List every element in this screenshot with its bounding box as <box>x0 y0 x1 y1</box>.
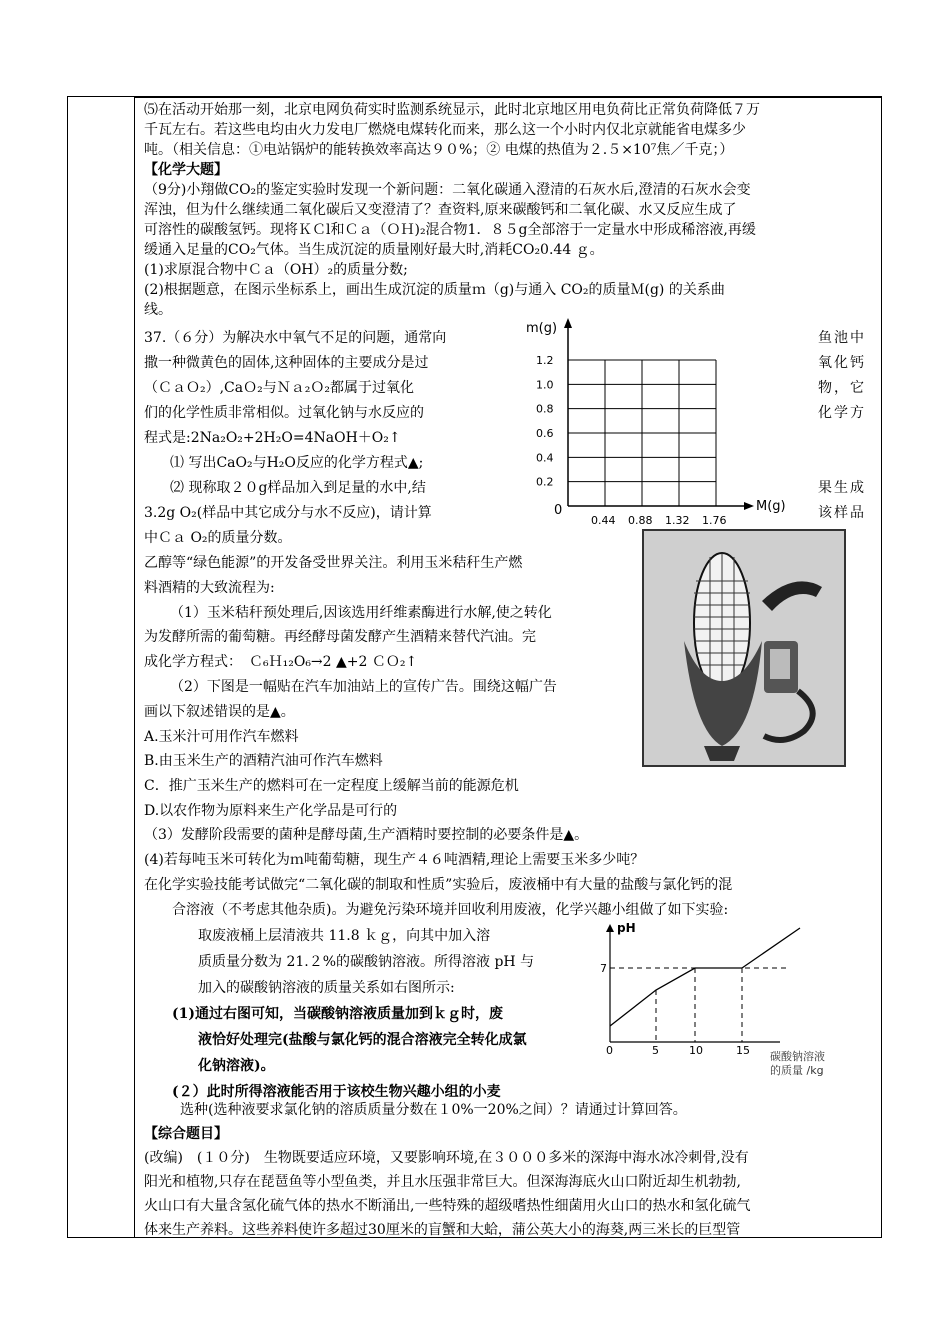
q37-right-word: 氧化钙 <box>818 355 866 371</box>
y-tick-label: 0.2 <box>536 475 554 489</box>
q37-sub2-line: ⑵ 现称取２０g样品加入到足量的水中,结 <box>170 480 426 496</box>
chem-line: 缓通入足量的CO₂气体。当生成沉淀的质量刚好最大时,消耗CO₂0.44 ｇ。 <box>144 242 604 258</box>
ph-x-label-1: 碳酸钠溶液 <box>770 1050 825 1063</box>
ethanol-line: （3）发酵阶段需要的菌种是酵母菌,生产酒精时要控制的必要条件是▲。 <box>144 827 589 843</box>
ph-x-label-2: 的质量 /kg <box>770 1064 824 1077</box>
x-tick-label: 1.32 <box>665 514 690 527</box>
ethanol-line: (4)若每吨玉米可转化为ｍ吨葡萄糖，现生产４６吨酒精,理论上需要玉米多少吨？ <box>144 852 645 868</box>
q37-line: 们的化学性质非常相似。过氧化钠与水反应的 <box>144 405 424 421</box>
waste-line: 化钠溶液)。 <box>198 1058 275 1074</box>
corn-fuel-ad-image <box>642 529 846 767</box>
precipitate-graph <box>520 314 786 527</box>
q37-line: 撒一种微黄色的固体,这种固体的主要成分是过 <box>144 355 429 371</box>
y-tick-label: 1.0 <box>536 378 554 392</box>
ethanol-line: 成化学方程式： Ｃ₆Ｈ₁₂O₆→2 ▲+2 ＣＯ₂↑ <box>144 654 418 671</box>
waste-block <box>172 923 602 1105</box>
q37-left <box>144 326 514 551</box>
ph-x-tick: 10 <box>689 1044 703 1057</box>
chem-line: （9分)小翔做CO₂的鉴定实验时发现一个新问题：二氧化碳通入澄清的石灰水后,澄清的石灰水会变 <box>144 182 751 198</box>
ph-x-tick: 0 <box>606 1044 613 1057</box>
comp-line: (改编) (１０分) 生物既要适应环境，又要影响环境,在３０００多米的深海中海水冰冷刺骨,没有 <box>144 1150 749 1166</box>
ethanol-block-2 <box>144 823 874 923</box>
waste-block-2 <box>144 1098 874 1242</box>
q37-line: 37.（６分）为解决水中氧气不足的问题，通常向 <box>144 330 447 346</box>
waste-line: 液恰好处理完(盐酸与氯化钙的混合溶液完全转化成氯 <box>198 1032 527 1048</box>
comp-heading: 【综合题目】 <box>144 1126 228 1142</box>
ethanol-line: （2）下图是一幅贴在汽车加油站上的宣传广告。围绕这幅广告 <box>170 678 557 695</box>
q37-line: （ＣａＯ₂）,CaＯ₂与Ｎａ₂Ｏ₂都属于过氧化 <box>144 380 414 396</box>
ph-x-tick: 15 <box>736 1044 750 1057</box>
row-top-border <box>134 97 881 98</box>
origin-label: 0 <box>554 503 563 518</box>
q37-right-word: 果生成 <box>818 480 866 496</box>
waste-line: (1)通过右图可知，当碳酸钠溶液质量加到ｋｇ时，废 <box>172 1006 503 1022</box>
ethanol-option: A.玉米汁可用作汽车燃料 <box>144 728 299 745</box>
q37-right <box>818 326 878 426</box>
y-tick-label: 0.8 <box>536 402 554 416</box>
ph-graph <box>600 918 850 1088</box>
q37-sub1: ⑴ 写出CaO₂与H₂O反应的化学方程式▲; <box>170 455 424 471</box>
q37-sub2-line: 3.2g O₂(样品中其它成分与水不反应)，请计算 <box>144 505 432 521</box>
comp-line: 火山口有大量含氢化硫气体的热水不断涌出,一些特殊的超级嗜热性细菌用火山口的热水和氢化硫气 <box>144 1198 751 1214</box>
ph-y-label: pH <box>617 921 636 935</box>
waste-line: 在化学实验技能考试做完“二氧化碳的制取和性质”实验后，废液桶中有大量的盐酸与氯化钙的混 <box>144 877 733 893</box>
ethanol-option: B.由玉米生产的酒精汽油可作汽车燃料 <box>144 753 383 770</box>
ph-curve <box>610 928 800 1026</box>
q5-line: ⑸在活动开始那一刻，北京电网负荷实时监测系统显示，此时北京地区用电负荷比正常负荷降低７万 <box>144 102 760 118</box>
ph-x-tick: 5 <box>652 1044 659 1057</box>
y-axis-arrow <box>564 318 572 328</box>
q5-block <box>144 100 874 320</box>
x-axis-label: M(g) <box>756 499 786 514</box>
q37-right-word: 鱼池中 <box>818 330 866 346</box>
q37-line: 程式是:2Na₂O₂+2H₂O=4NaOH＋O₂↑ <box>144 430 401 446</box>
chem-line: (1)求原混合物中Ｃａ（OH）₂的质量分数; <box>144 262 408 278</box>
chem-line: 浑浊，但为什么继续通二氧化碳后又变澄清了？查资料,原来碳酸钙和二氧化碳、水又反应生成了 <box>144 202 737 218</box>
ethanol-line: 料酒精的大致流程为: <box>144 579 275 596</box>
chem-heading: 【化学大题】 <box>144 162 228 178</box>
q37-right-word: 物，它 <box>818 380 866 396</box>
ph-y-axis-arrow <box>606 924 614 932</box>
ethanol-line: 乙醇等“绿色能源”的开发备受世界关注。利用玉米秸秆生产燃 <box>144 555 523 571</box>
ethanol-option: C．推广玉米生产的燃料可在一定程度上缓解当前的能源危机 <box>144 778 519 795</box>
x-tick-label: 0.44 <box>591 514 616 527</box>
x-tick-label: 0.88 <box>628 514 653 527</box>
y-tick-label: 0.4 <box>536 451 554 465</box>
chem-line: 线。 <box>144 302 172 318</box>
q5-line: 吨。（相关信息：①电站锅炉的能转换效率高达９０%；② 电煤的热值为２.５×10⁷焦／千克；） <box>144 142 734 158</box>
x-axis-arrow <box>744 502 754 510</box>
comp-line: 体来生产养料。这些养料使许多超过30厘米的盲蟹和大蛤，蒲公英大小的海葵,两三米长的巨型管 <box>144 1222 741 1238</box>
ethanol-option: D.以农作物为原料来生产化学品是可行的 <box>144 802 398 819</box>
waste-line: 取废液桶上层清液共 11.8 ｋｇ，向其中加入溶 <box>198 928 491 944</box>
x-tick-label: 1.76 <box>702 514 727 527</box>
ethanol-line: 画以下叙述错误的是▲。 <box>144 703 295 720</box>
q37-sub2-line: 中Ｃａ O₂的质量分数。 <box>144 530 292 546</box>
y-axis-label: m(g) <box>526 321 558 336</box>
ethanol-block <box>144 551 634 824</box>
y-tick-label: 1.2 <box>536 354 554 367</box>
chem-line: (2)根据题意，在图示坐标系上，画出生成沉淀的质量ｍ（g)与通入 CO₂的质量Ｍ(g) 的关系曲 <box>144 282 725 298</box>
waste-line: 合溶液（不考虑其他杂质)。为避免污染环境并回收利用废液，化学兴趣小组做了如下实验: <box>172 902 729 918</box>
q37-right-word: 化学方 <box>818 405 866 421</box>
chem-line: 可溶性的碳酸氢钙。现将ＫＣl和Ｃａ（ＯＨ)₂混合物1．８５g全部溶于一定量水中形成稀溶液,再缓 <box>144 222 756 238</box>
q37-right-word: 该样品 <box>818 505 866 521</box>
graph-grid <box>568 360 716 506</box>
q37-right-2 <box>818 476 878 526</box>
comp-line: 阳光和植物,只存在琵琶鱼等小型鱼类，并且水压强非常巨大。但深海海底火山口附近却生机勃勃, <box>144 1174 741 1190</box>
waste-line: 选种(选种液要求氯化钠的溶质质量分数在１0%一20%之间）？请通过计算回答。 <box>180 1102 687 1118</box>
q5-line: 千瓦左右。若这些电均由火力发电厂燃烧电煤转化而来，那么这一个小时内仅北京就能省电煤多少 <box>144 122 746 138</box>
ph-y-tick-7: 7 <box>600 962 607 975</box>
corn-pump-icon <box>644 531 844 765</box>
waste-line: 质质量分数为 21.２%的碳酸钠溶液。所得溶液 pH 与 <box>198 954 535 970</box>
waste-line: (２）此时所得溶液能否用于该校生物兴趣小组的小麦 <box>172 1084 501 1100</box>
waste-line: 加入的碳酸钠溶液的质量关系如右图所示: <box>198 980 455 996</box>
ethanol-line: 为发酵所需的葡萄糖。再经酵母菌发酵产生酒精来替代汽油。完 <box>144 629 536 646</box>
column-divider <box>134 97 135 1237</box>
y-tick-label: 0.6 <box>536 427 554 440</box>
ethanol-line: （1）玉米秸秆预处理后,因该选用纤维素酶进行水解,使之转化 <box>170 604 552 621</box>
